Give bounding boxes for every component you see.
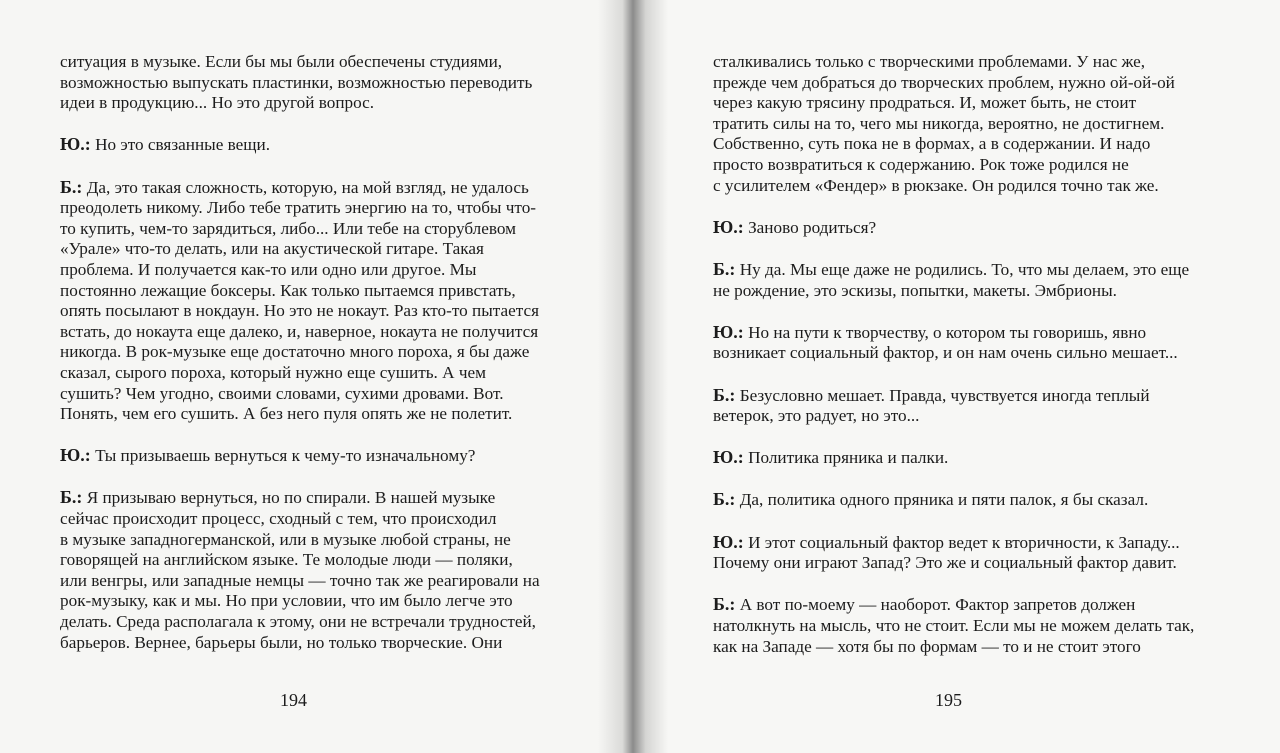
line-text: барьеров. Вернее, барьеры были, но только творческие. Они <box>60 632 503 652</box>
line-text: идеи в продукцию... Но это другой вопрос. <box>60 93 375 113</box>
line-text: с усилителем «Фендер» в рюкзаке. Он родился точно так же. <box>713 175 1159 195</box>
text-line <box>60 219 580 240</box>
text-line <box>713 114 1245 135</box>
text-line <box>60 384 580 405</box>
text-line <box>60 509 580 530</box>
line-text: А вот по-моему — наоборот. Фактор запретов должен <box>735 595 1136 615</box>
line-text: возникает социальный фактор, и он нам очень сильно мешает... <box>713 343 1178 363</box>
text-line <box>713 553 1245 574</box>
text-line <box>713 322 1245 344</box>
text-line <box>60 52 580 73</box>
line-text: в музыке западногерманской, или в музыке любой страны, не <box>60 529 511 549</box>
line-text: делать. Среда располагала к этому, они не встречали трудностей, <box>60 612 536 632</box>
text-line <box>713 616 1245 637</box>
text-line <box>60 342 580 363</box>
text-line <box>713 489 1245 511</box>
line-text: Но на пути к творчеству, о котором ты говоришь, явно <box>743 322 1147 342</box>
speaker-label: Б.: <box>713 384 736 405</box>
text-line <box>60 177 580 199</box>
speaker-label: Ю.: <box>713 531 744 552</box>
speaker-label: Ю.: <box>60 445 91 466</box>
text-line <box>713 343 1245 364</box>
text-line <box>60 591 580 612</box>
text-line <box>60 404 580 425</box>
line-text: Заново родиться? <box>743 217 877 237</box>
text-line <box>60 198 580 219</box>
text-line <box>60 239 580 260</box>
text-line <box>60 633 580 654</box>
text-line <box>713 217 1245 239</box>
line-text: натолкнуть на мысль, что не стоит. Если мы не можем делать так, <box>713 616 1195 636</box>
line-text: просто возвратиться к содержанию. Рок тоже родился не <box>713 154 1129 174</box>
line-text: возможностью выпускать пластинки, возможностью переводить <box>60 72 533 92</box>
line-text: Ну да. Мы еще даже не родились. То, что мы делаем, это еще <box>735 259 1190 279</box>
line-text: Политика пряника и палки. <box>743 448 949 468</box>
line-text: преодолеть никому. Либо тебе тратить энергию на то, чтобы что- <box>60 198 537 218</box>
line-text: Да, это такая сложность, которую, на мой взгляд, не удалось <box>82 177 529 197</box>
speaker-label: Б.: <box>713 489 736 510</box>
text-line <box>713 532 1245 554</box>
line-text: сушить? Чем угодно, своими словами, сухими дровами. Вот. <box>60 383 504 403</box>
text-line <box>713 637 1245 658</box>
speaker-label: Б.: <box>60 176 83 197</box>
dialogue-paragraph <box>713 217 1245 239</box>
left-page <box>0 0 632 753</box>
text-line <box>60 363 580 384</box>
text-line <box>713 52 1245 73</box>
line-text: Почему они играют Запад? Это же и социальный фактор давит. <box>713 553 1177 573</box>
dialogue-paragraph <box>713 259 1245 301</box>
line-text: опять посылают в нокдаун. Но это не нокаут. Раз кто-то пытается <box>60 301 539 321</box>
line-text: или венгры, или западные немцы — точно так же реагировали на <box>60 570 540 590</box>
speaker-label: Б.: <box>713 594 736 615</box>
line-text: не рождение, это эскизы, попытки, макеты. Эмбрионы. <box>713 280 1117 300</box>
dialogue-paragraph <box>713 52 1245 196</box>
text-line <box>60 93 580 114</box>
line-text: ветерок, это радует, но это... <box>713 406 920 426</box>
text-line <box>60 550 580 571</box>
line-text: Но это связанные вещи. <box>90 135 271 155</box>
dialogue-paragraph <box>713 489 1245 511</box>
speaker-label: Ю.: <box>713 321 744 342</box>
line-text: рок-музыку, как и мы. Но при условии, что им было легче это <box>60 591 513 611</box>
line-text: Я призываю вернуться, но по спирали. В нашей музыке <box>82 488 496 508</box>
line-text: Понять, чем его сушить. А без него пуля опять же не полетит. <box>60 404 513 424</box>
text-line <box>713 281 1245 302</box>
text-line <box>713 93 1245 114</box>
speaker-label: Б.: <box>60 487 83 508</box>
text-line <box>713 155 1245 176</box>
line-text: постоянно лежащие боксеры. Как только пытаемся привстать, <box>60 280 516 300</box>
line-text: «Урале» что-то делать, или на акустической гитаре. Такая <box>60 239 484 259</box>
line-text: проблема. И получается как-то или одно или другое. Мы <box>60 259 477 279</box>
text-line <box>60 322 580 343</box>
dialogue-paragraph <box>60 52 580 114</box>
page-number-left: 194 <box>280 690 307 710</box>
line-text: говорящей на английском языке. Те молодые люди — поляки, <box>60 550 513 570</box>
line-text: И этот социальный фактор ведет к вторичности, к Западу... <box>743 532 1180 552</box>
speaker-label: Ю.: <box>713 216 744 237</box>
text-line <box>60 260 580 281</box>
left-page-text <box>60 52 580 674</box>
text-line <box>713 73 1245 94</box>
dialogue-paragraph <box>713 385 1245 427</box>
speaker-label: Ю.: <box>713 447 744 468</box>
text-line <box>713 594 1245 616</box>
speaker-label: Б.: <box>713 258 736 279</box>
dialogue-paragraph <box>60 487 580 653</box>
line-text: ситуация в музыке. Если бы мы были обеспечены студиями, <box>60 52 503 71</box>
text-line <box>60 134 580 156</box>
line-text: Да, политика одного пряника и пяти палок, я бы сказал. <box>735 490 1149 510</box>
dialogue-paragraph <box>60 177 580 425</box>
right-page-text <box>713 52 1245 678</box>
dialogue-paragraph <box>60 134 580 156</box>
line-text: то купить, чем-то зарядиться, либо... Или тебе на сторублевом <box>60 218 516 238</box>
text-line <box>713 134 1245 155</box>
text-line <box>713 406 1245 427</box>
line-text: тратить силы на то, чего мы никогда, вероятно, не достигнем. <box>713 113 1165 133</box>
line-text: никогда. В рок-музыке еще достаточно много пороха, я бы даже <box>60 342 530 362</box>
dialogue-paragraph <box>713 594 1245 657</box>
text-line <box>60 445 580 467</box>
text-line <box>60 281 580 302</box>
text-line <box>713 176 1245 197</box>
line-text: сталкивались только с творческими проблемами. У нас же, <box>713 52 1146 71</box>
dialogue-paragraph <box>713 532 1245 574</box>
text-line <box>713 259 1245 281</box>
text-line <box>713 447 1245 469</box>
line-text: Ты призываешь вернуться к чему-то изначальному? <box>90 446 476 466</box>
text-line <box>60 301 580 322</box>
line-text: встать, до нокаута еще далеко, и, наверное, нокаута не получится <box>60 321 539 341</box>
speaker-label: Ю.: <box>60 134 91 155</box>
line-text: сказал, сырого пороха, который нужно еще сушить. А чем <box>60 362 487 382</box>
text-line <box>60 612 580 633</box>
text-line <box>60 487 580 509</box>
dialogue-paragraph <box>713 322 1245 364</box>
book-gutter-shadow <box>598 0 668 753</box>
line-text: прежде чем добраться до творческих проблем, нужно ой-ой-ой <box>713 72 1175 92</box>
line-text: как на Западе — хотя бы по формам — то и не стоит этого <box>713 636 1141 656</box>
dialogue-paragraph <box>713 447 1245 469</box>
line-text: Безусловно мешает. Правда, чувствуется иногда теплый <box>735 385 1150 405</box>
dialogue-paragraph <box>60 445 580 467</box>
right-page <box>632 0 1280 753</box>
text-line <box>60 73 580 94</box>
text-line <box>60 530 580 551</box>
line-text: сейчас происходит процесс, сходный с тем, что происходил <box>60 509 497 529</box>
text-line <box>60 571 580 592</box>
page-number-right: 195 <box>935 690 962 710</box>
text-line <box>713 385 1245 407</box>
line-text: через какую трясину продраться. И, может быть, не стоит <box>713 93 1137 113</box>
line-text: Собственно, суть пока не в формах, а в содержании. И надо <box>713 134 1151 154</box>
